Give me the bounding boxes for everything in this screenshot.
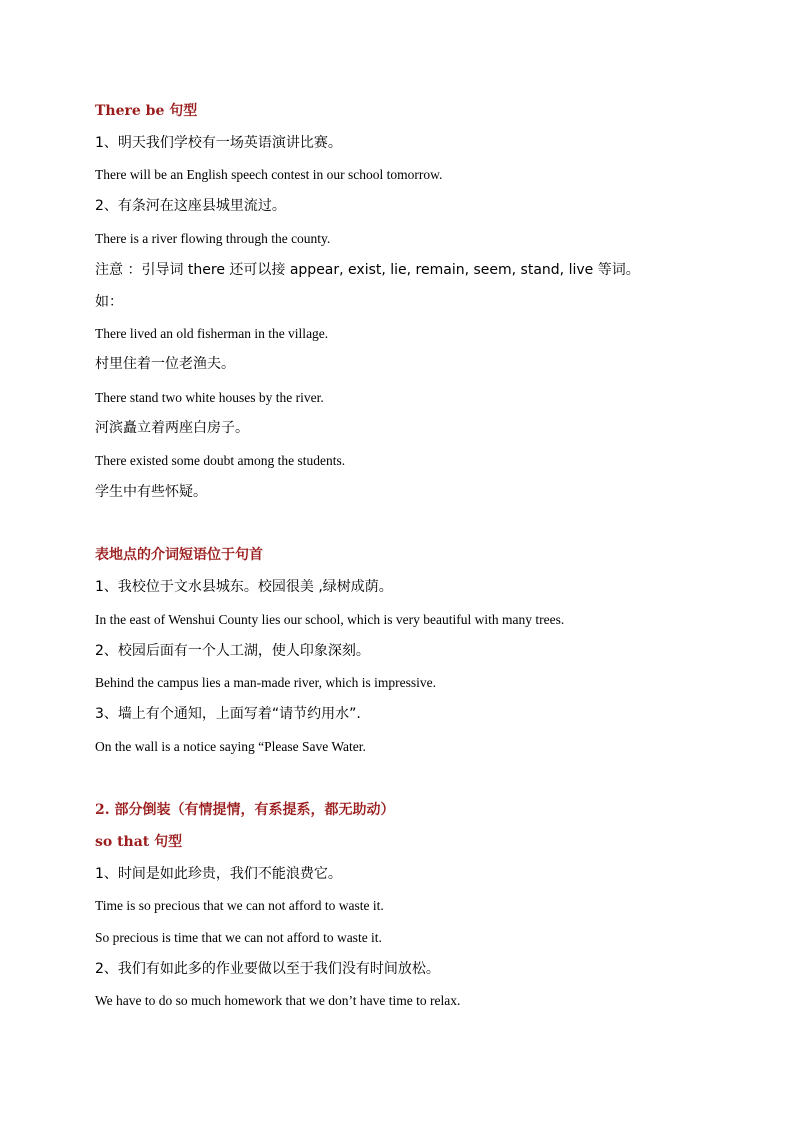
example-en-5: There existed some doubt among the students. xyxy=(95,453,346,468)
section-heading-prepositional: 表地点的介词短语位于句首 xyxy=(95,547,263,563)
section-heading-there-be: There be 句型 xyxy=(95,103,198,119)
example-en-8: On the wall is a notice saying “Please Save Water. xyxy=(95,739,366,754)
example-en-1: There will be an English speech contest in our school tomorrow. xyxy=(95,167,443,182)
note-example-label: 如： xyxy=(95,294,123,310)
subheading-so-that: so that 句型 xyxy=(95,834,183,850)
example-cn-4: 河滨矗立着两座白房子。 xyxy=(95,420,249,436)
example-cn-8: 3、墙上有个通知，上面写着“请节约用水”. xyxy=(95,706,361,722)
example-cn-2: 2、有条河在这座县城里流过。 xyxy=(95,198,286,214)
example-cn-7: 2、校园后面有一个人工湖，使人印象深刻。 xyxy=(95,643,370,659)
example-cn-10: 2、我们有如此多的作业要做以至于我们没有时间放松。 xyxy=(95,961,440,977)
example-en-2: There is a river flowing through the county. xyxy=(95,231,331,246)
note-line: 注意 ：引导词 there 还可以接 appear, exist, lie, remain, seem, stand, live 等词。 xyxy=(95,262,640,278)
example-en-11: We have to do so much homework that we don’t have time to relax. xyxy=(95,993,461,1008)
example-cn-1: 1、明天我们学校有一场英语演讲比赛。 xyxy=(95,135,342,151)
example-en-7: Behind the campus lies a man-made river, which is impressive. xyxy=(95,675,436,690)
example-en-3: There lived an old fisherman in the village. xyxy=(95,326,329,341)
example-en-6: In the east of Wenshui County lies our school, which is very beautiful with many trees. xyxy=(95,612,565,627)
example-cn-9: 1、时间是如此珍贵，我们不能浪费它。 xyxy=(95,866,342,882)
example-cn-3: 村里住着一位老渔夫。 xyxy=(95,356,235,372)
example-en-9: Time is so precious that we can not afford to waste it. xyxy=(95,898,384,913)
example-en-4: There stand two white houses by the river. xyxy=(95,390,324,405)
example-cn-6: 1、我校位于文水县城东。校园很美 ,绿树成荫。 xyxy=(95,579,393,595)
example-en-10: So precious is time that we can not afford to waste it. xyxy=(95,930,382,945)
section-heading-partial-inversion: 2. 部分倒装（有情提情，有系提系，都无助动） xyxy=(95,802,395,818)
example-cn-5: 学生中有些怀疑。 xyxy=(95,484,207,500)
